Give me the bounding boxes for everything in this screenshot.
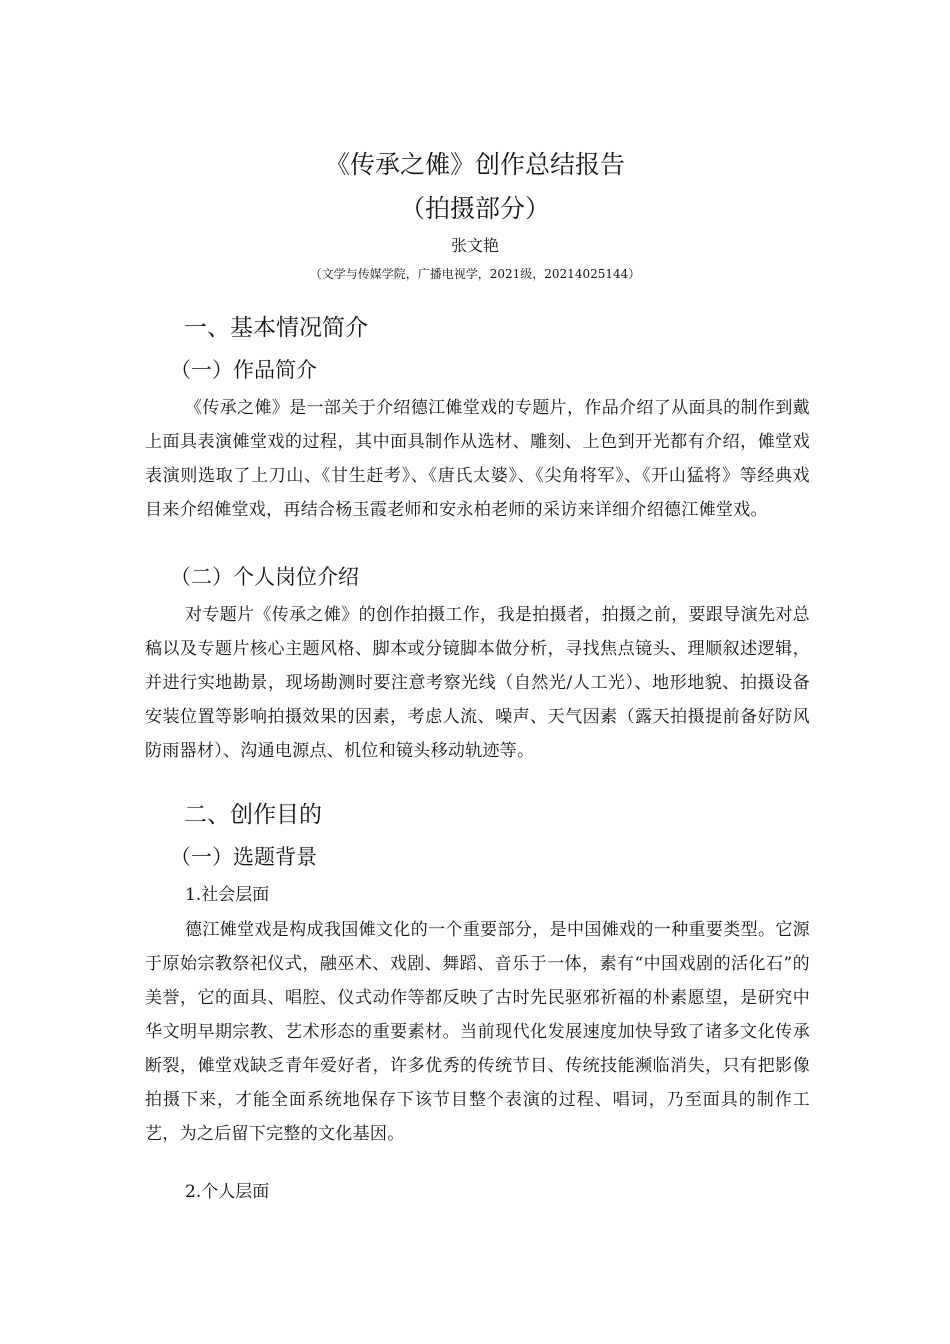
section-heading-purpose: 二、创作目的 <box>184 802 322 828</box>
subsection-heading-topic-background: （一）选题背景 <box>170 845 317 869</box>
item-label-personal-level: 2.个人层面 <box>185 1182 270 1202</box>
paragraph-social-level: 德江傩堂戏是构成我国傩文化的一个重要部分，是中国傩戏的一种重要类型。它源于原始宗教祭祀仪式，融巫术、戏剧、舞蹈、音乐于一体，素有“中国戏剧的活化石”的美誉，它的面具、唱腔、仪式动作等都反映了古时先民驱邪祈福的朴素愿望，是研究中华文明早期宗教、艺术形态的重要素材。当前现代化发展速度加快导致了诸多文化传承断裂，傩堂戏缺乏青年爱好者，许多优秀的传统节目、传统技能濒临消失，只有把影像拍摄下来，才能全面系统地保存下该节目整个表演的过程、唱词，乃至面具的制作工艺，为之后留下完整的文化基因。 <box>145 920 810 1144</box>
author-affiliation: （文学与传媒学院，广播电视学，2021级，20214025144） <box>309 267 641 281</box>
document-title: 《传承之傩》创作总结报告 <box>324 150 625 179</box>
paragraph-role-intro: 对专题片《传承之傩》的创作拍摄工作，我是拍摄者，拍摄之前，要跟导演先对总稿以及专题片核心主题风格、脚本或分镜脚本做分析，寻找焦点镜头、理顺叙述逻辑，并进行实地勘景，现场勘测时要注意考察光线（自然光/人工光）、地形地貌、拍摄设备安装位置等影响拍摄效果的因素，考虑人流、噪声、天气因素（露天拍摄提前备好防风防雨器材）、沟通电源点、机位和镜头移动轨迹等。 <box>145 605 810 761</box>
paragraph-work-intro: 《传承之傩》是一部关于介绍德江傩堂戏的专题片，作品介绍了从面具的制作到戴上面具表演傩堂戏的过程，其中面具制作从选材、雕刻、上色到开光都有介绍，傩堂戏表演则选取了上刀山、《甘生赶考》、《唐氏太婆》、《尖角将军》、《开山猛将》等经典戏目来介绍傩堂戏，再结合杨玉霞老师和安永柏老师的采访来详细介绍德江傩堂戏。 <box>145 398 810 520</box>
author-name: 张文艳 <box>450 236 499 255</box>
section-heading-basic-info: 一、基本情况简介 <box>184 315 368 341</box>
document-subtitle: （拍摄部分） <box>399 194 550 223</box>
subsection-heading-work-intro: （一）作品简介 <box>170 358 317 382</box>
item-label-social-level: 1.社会层面 <box>185 885 270 905</box>
subsection-heading-role-intro: （二）个人岗位介绍 <box>170 565 359 589</box>
